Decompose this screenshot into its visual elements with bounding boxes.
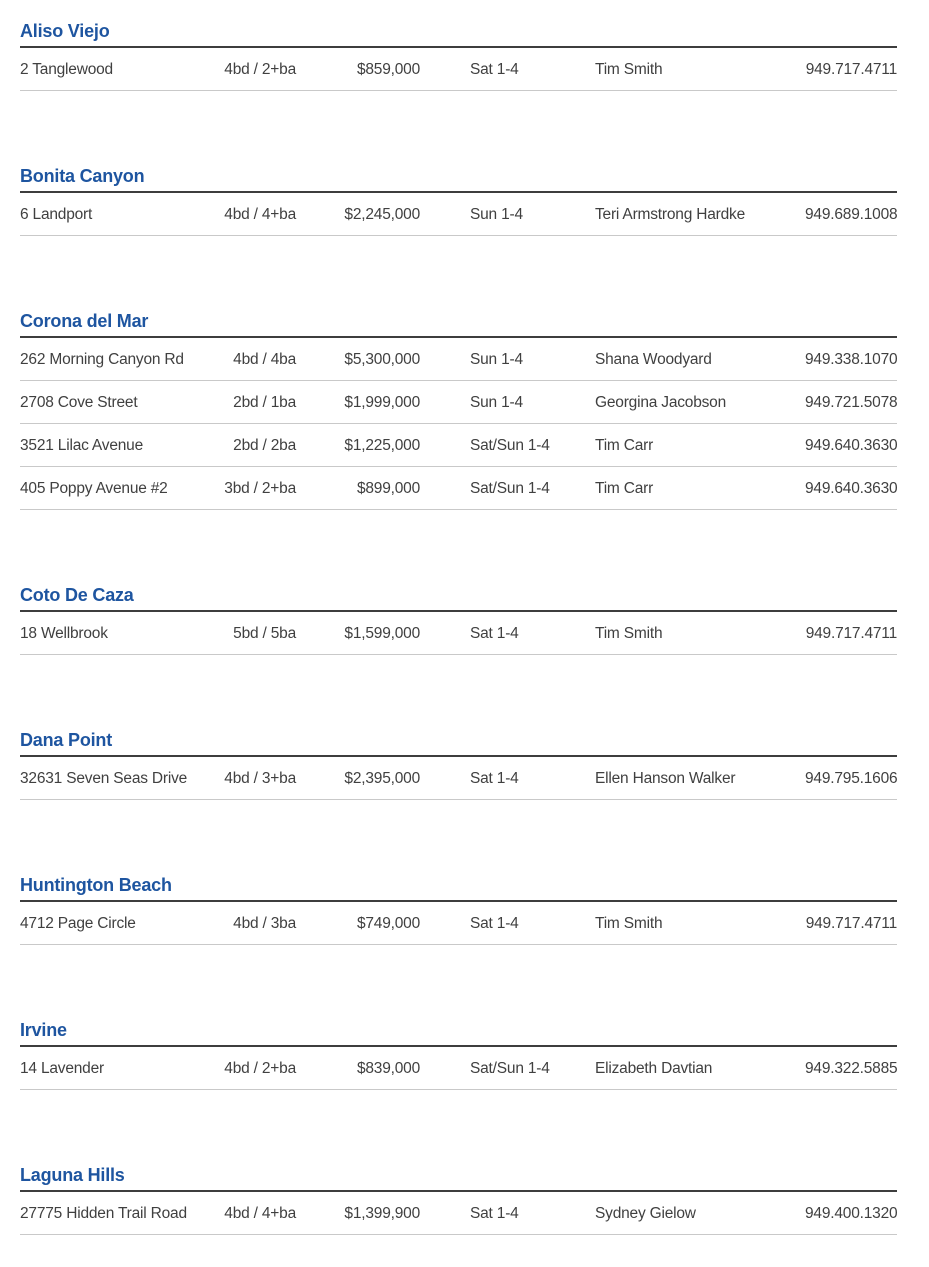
listing-rows: [20, 757, 897, 800]
listing-address: 405 Poppy Avenue #2: [20, 480, 168, 497]
listing-open-time: Sat 1-4: [470, 915, 519, 932]
listing-beds-baths: 4bd / 4+ba: [224, 206, 296, 223]
listing-open-time: Sun 1-4: [470, 394, 523, 411]
listing-beds-baths: 4bd / 2+ba: [224, 1060, 296, 1077]
listing-row: [20, 757, 897, 800]
listing-agent: Tim Smith: [595, 915, 663, 932]
listing-price: $1,999,000: [344, 394, 420, 411]
city-section: [20, 1166, 897, 1235]
listing-agent: Tim Carr: [595, 480, 654, 497]
listing-open-time: Sat 1-4: [470, 625, 519, 642]
listing-phone: 949.717.4711: [805, 61, 897, 78]
city-heading: Dana Point: [20, 731, 897, 757]
listing-open-time: Sat 1-4: [470, 1205, 519, 1222]
listing-address: 14 Lavender: [20, 1060, 104, 1077]
city-section: [20, 22, 897, 91]
city-heading: Laguna Hills: [20, 1166, 897, 1192]
listing-phone: 949.400.1320: [805, 1205, 898, 1222]
listing-beds-baths: 5bd / 5ba: [233, 625, 296, 642]
listing-address: 4712 Page Circle: [20, 915, 136, 932]
listing-price: $2,245,000: [344, 206, 420, 223]
listing-row: [20, 48, 897, 91]
listing-address: 27775 Hidden Trail Road: [20, 1205, 187, 1222]
listing-address: 2 Tanglewood: [20, 61, 113, 78]
listing-rows: [20, 902, 897, 945]
open-house-listings-page: [20, 22, 897, 1235]
city-section: [20, 731, 897, 800]
listing-address: 3521 Lilac Avenue: [20, 437, 144, 454]
listing-agent: Teri Armstrong Hardke: [595, 206, 745, 223]
listing-open-time: Sat/Sun 1-4: [470, 437, 550, 454]
city-heading: Huntington Beach: [20, 876, 897, 902]
city-heading: Bonita Canyon: [20, 167, 897, 193]
listing-beds-baths: 2bd / 1ba: [233, 394, 296, 411]
listing-rows: [20, 338, 897, 510]
listing-beds-baths: 4bd / 4+ba: [224, 1205, 296, 1222]
listing-price: $5,300,000: [344, 351, 420, 368]
listing-price: $899,000: [356, 480, 420, 497]
listing-rows: [20, 612, 897, 655]
listing-price: $1,599,000: [344, 625, 420, 642]
listing-phone: 949.689.1008: [805, 206, 898, 223]
listing-address: 2708 Cove Street: [20, 394, 138, 411]
city-section: [20, 312, 897, 510]
listing-beds-baths: 3bd / 2+ba: [224, 480, 296, 497]
city-section: [20, 876, 897, 945]
listing-beds-baths: 2bd / 2ba: [233, 437, 296, 454]
listing-beds-baths: 4bd / 2+ba: [224, 61, 296, 78]
city-heading: Corona del Mar: [20, 312, 897, 338]
listing-address: 262 Morning Canyon Rd: [20, 351, 184, 368]
listing-agent: Tim Smith: [595, 625, 663, 642]
listing-open-time: Sat 1-4: [470, 61, 519, 78]
listing-address: 32631 Seven Seas Drive: [20, 770, 188, 787]
listing-open-time: Sat/Sun 1-4: [470, 480, 550, 497]
listing-rows: [20, 1192, 897, 1235]
city-section: [20, 1021, 897, 1090]
listing-row: [20, 424, 897, 467]
listing-row: [20, 193, 897, 236]
listing-agent: Elizabeth Davtian: [595, 1060, 713, 1077]
listing-price: $839,000: [356, 1060, 420, 1077]
listing-price: $859,000: [356, 61, 420, 78]
listing-price: $1,399,900: [344, 1205, 420, 1222]
listing-price: $749,000: [356, 915, 420, 932]
listing-agent: Ellen Hanson Walker: [595, 770, 736, 787]
city-heading: Coto De Caza: [20, 586, 897, 612]
listing-phone: 949.717.4711: [805, 915, 897, 932]
listing-phone: 949.322.5885: [805, 1060, 898, 1077]
listing-open-time: Sun 1-4: [470, 206, 523, 223]
listing-beds-baths: 4bd / 3ba: [233, 915, 296, 932]
listing-rows: [20, 48, 897, 91]
listing-phone: 949.640.3630: [805, 480, 898, 497]
listing-row: [20, 902, 897, 945]
listing-row: [20, 467, 897, 510]
listing-open-time: Sat 1-4: [470, 770, 519, 787]
listing-row: [20, 338, 897, 381]
listing-phone: 949.717.4711: [805, 625, 897, 642]
listing-rows: [20, 193, 897, 236]
listing-open-time: Sat/Sun 1-4: [470, 1060, 550, 1077]
listing-agent: Sydney Gielow: [595, 1205, 696, 1222]
listing-row: [20, 381, 897, 424]
city-heading: Irvine: [20, 1021, 897, 1047]
listing-agent: Shana Woodyard: [595, 351, 712, 368]
listing-row: [20, 1192, 897, 1235]
listing-beds-baths: 4bd / 3+ba: [224, 770, 296, 787]
city-section: [20, 586, 897, 655]
listing-agent: Tim Smith: [595, 61, 663, 78]
listing-beds-baths: 4bd / 4ba: [233, 351, 296, 368]
listing-phone: 949.795.1606: [805, 770, 898, 787]
listing-agent: Georgina Jacobson: [595, 394, 727, 411]
listing-price: $1,225,000: [344, 437, 420, 454]
city-section: [20, 167, 897, 236]
listing-rows: [20, 1047, 897, 1090]
listing-price: $2,395,000: [344, 770, 420, 787]
listing-row: [20, 1047, 897, 1090]
listing-open-time: Sun 1-4: [470, 351, 523, 368]
listing-phone: 949.338.1070: [805, 351, 898, 368]
listing-address: 18 Wellbrook: [20, 625, 108, 642]
listing-phone: 949.640.3630: [805, 437, 898, 454]
listing-row: [20, 612, 897, 655]
listing-address: 6 Landport: [20, 206, 93, 223]
city-heading: Aliso Viejo: [20, 22, 897, 48]
listing-phone: 949.721.5078: [805, 394, 898, 411]
listing-agent: Tim Carr: [595, 437, 654, 454]
